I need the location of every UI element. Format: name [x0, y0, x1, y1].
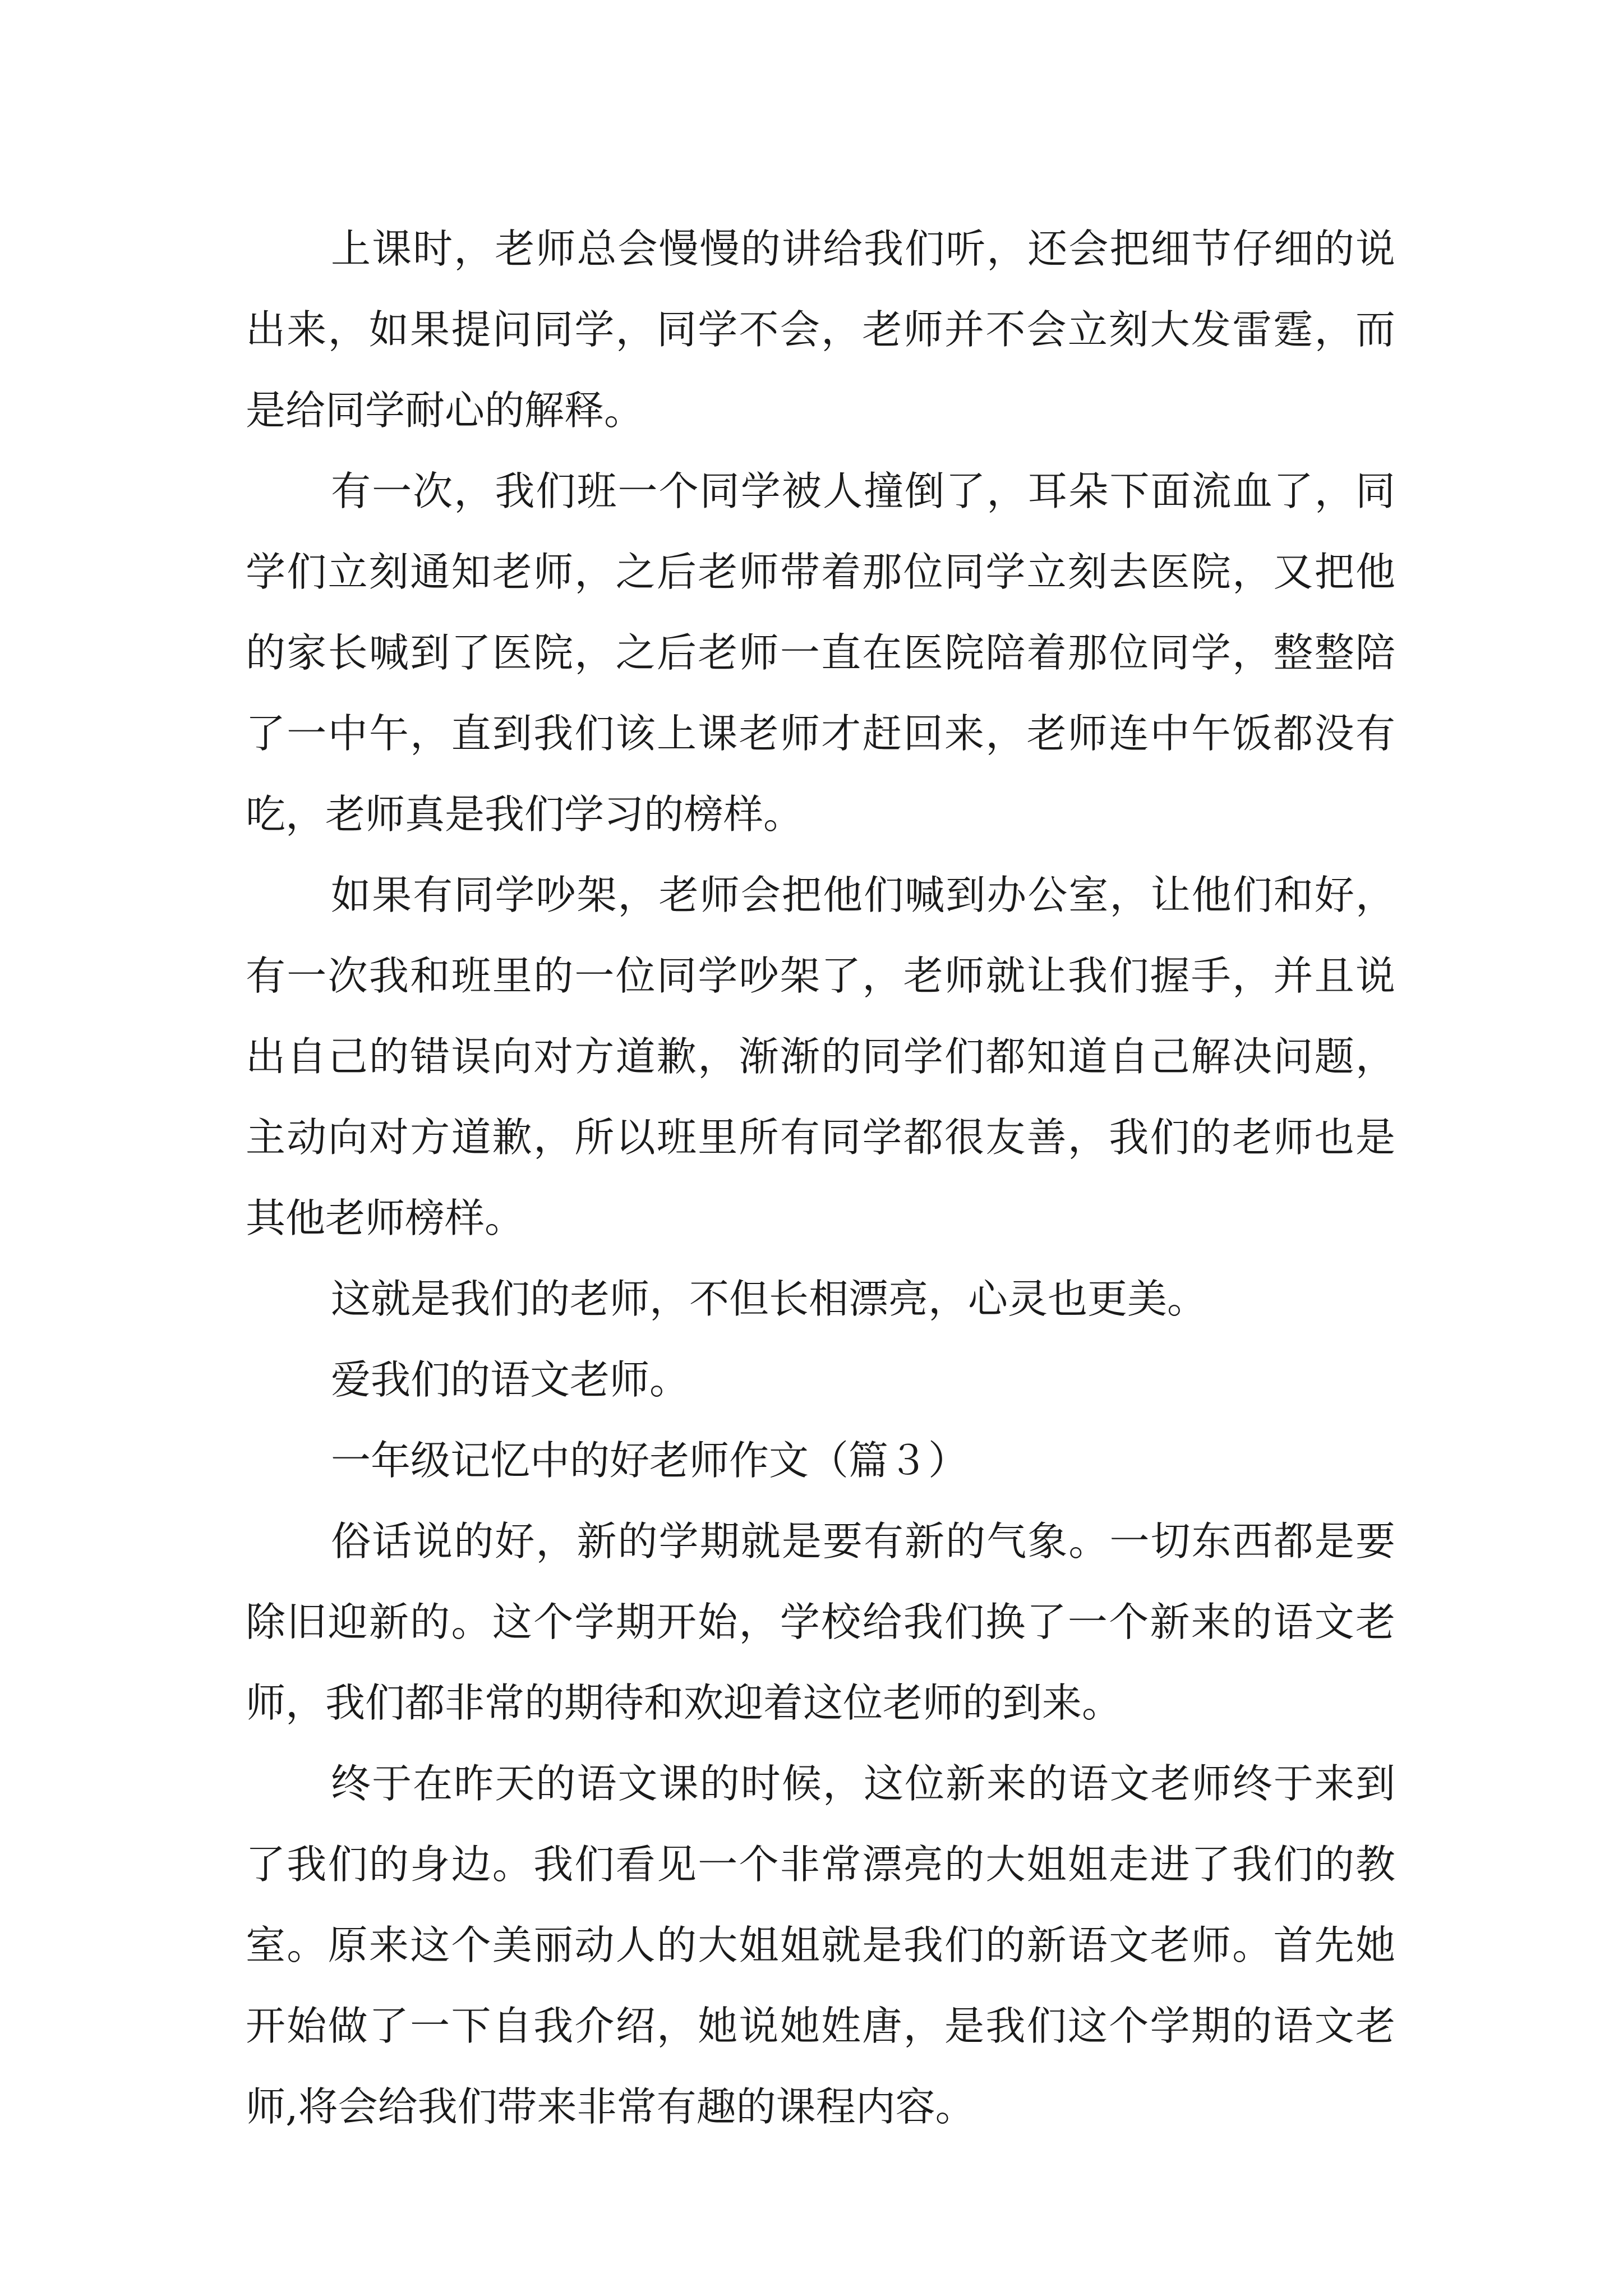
- paragraph-quarrel-story: 如果有同学吵架，老师会把他们喊到办公室，让他们和好，有一次我和班里的一位同学吵架了，老师就让我们握手，并且说出自己的错误向对方道歉，渐渐的同学们都知道自己解决问题，主动向对方道歉，所以班里所有同学都很友善，我们的老师也是其他老师榜样。: [246, 872, 1395, 1241]
- paragraph-new-teacher-arrival: 终于在昨天的语文课的时候，这位新来的语文老师终于来到了我们的身边。我们看见一个非常漂亮的大姐姐走进了我们的教室。原来这个美丽动人的大姐姐就是我们的新语文老师。首先她开始做了一下自我介绍，她说她姓唐，是我们这个学期的语文老师,将会给我们带来非常有趣的课程内容。: [246, 1760, 1395, 2130]
- paragraph-love-teacher: 爱我们的语文老师。: [331, 1356, 690, 1403]
- section-heading: 一年级记忆中的好老师作文（篇３）: [331, 1437, 969, 1484]
- paragraph-teacher-beauty: 这就是我们的老师，不但长相漂亮，心灵也更美。: [331, 1276, 1207, 1322]
- paragraph-hospital-story: 有一次，我们班一个同学被人撞倒了，耳朵下面流血了，同学们立刻通知老师，之后老师带着那位同学立刻去医院，又把他的家长喊到了医院，之后老师一直在医院陪着那位同学，整整陪了一中午，直到我们该上课老师才赶回来，老师连中午饭都没有吃，老师真是我们学习的榜样。: [246, 468, 1395, 838]
- paragraph-lesson-explanation: 上课时，老师总会慢慢的讲给我们听，还会把细节仔细的说出来，如果提问同学，同学不会，老师并不会立刻大发雷霆，而是给同学耐心的解释。: [246, 226, 1395, 434]
- paragraph-new-semester: 俗话说的好，新的学期就是要有新的气象。一切东西都是要除旧迎新的。这个学期开始，学校给我们换了一个新来的语文老师，我们都非常的期待和欢迎着这位老师的到来。: [246, 1518, 1395, 1726]
- document-body: [246, 209, 1395, 2147]
